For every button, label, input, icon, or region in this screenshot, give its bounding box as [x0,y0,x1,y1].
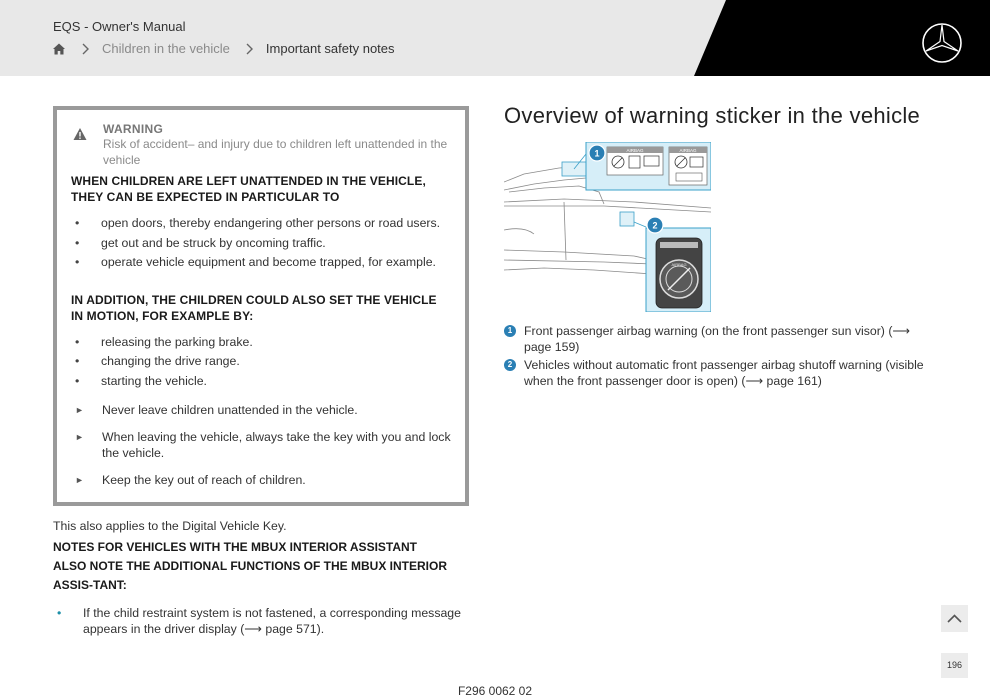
warning-subtitle: Risk of accident– and injury due to children left unattended in the vehicle [103,137,448,167]
warning-sticker-illustration [504,142,711,312]
warning-box [53,106,469,506]
sticker-label-3: AIRBAG [671,262,687,267]
sticker-label-1: AIRBAG [626,148,644,153]
figure-legend [504,323,924,391]
section-title: Overview of warning sticker in the vehicle [504,103,921,128]
arrow-right-icon: ► [75,475,84,485]
legend-number-badge: 2 [504,359,516,371]
action-item [71,472,451,488]
figure-code: F296 0062 02 [457,684,533,698]
breadcrumb-children-in-vehicle[interactable]: Children in the vehicle [102,41,230,56]
callout-1: 1 [594,148,600,159]
legend-item [504,323,924,355]
action-text: Never leave children unattended in the vehicle. [102,403,358,417]
action-list [71,402,451,488]
list-item: • If the child restraint system is not fastened, a corresponding message appears in the driver display (⟶ page 571). [53,605,473,637]
legend-text: Front passenger airbag warning (on the front passenger sun visor) (⟶ page 159) [524,324,911,354]
digital-key-note: This also applies to the Digital Vehicle Key. [53,519,287,533]
warning-header-text [103,122,451,168]
sticker-label-2: AIRBAG [679,148,697,153]
list-item: • releasing the parking brake. [71,333,451,353]
arrow-right-icon: ► [75,405,84,415]
arrow-right-icon: ► [75,432,84,442]
warning-title: WARNING [103,122,164,136]
list-item: • open doors, thereby endangering other persons or road users. [71,214,451,234]
action-text: When leaving the vehicle, always take the key with you and lock the vehicle. [102,430,451,460]
action-item [71,402,451,418]
chevron-right-icon [81,43,89,55]
home-icon[interactable] [52,42,66,56]
header-bar [0,0,990,76]
list-item: • starting the vehicle. [71,372,451,392]
warning-heading-motion: IN ADDITION, THE CHILDREN COULD ALSO SET THE VEHICLE IN MOTION, FOR EXAMPLE BY: [71,292,437,323]
notes-heading: NOTES FOR VEHICLES WITH THE MBUX INTERIOR ASSISTANT [53,540,418,554]
warning-header [71,122,451,168]
chevron-right-icon [245,43,253,55]
app-title: EQS - Owner's Manual [53,19,186,34]
breadcrumb [52,41,395,56]
list-item: • operate vehicle equipment and become trapped, for example. [71,253,451,273]
legend-text: Vehicles without automatic front passenger airbag shutoff warning (visible when the front passenger door is open) (⟶ page 161) [524,358,924,388]
action-item [71,429,451,461]
mbux-notes-section [53,518,473,637]
warning-heading-unattended: WHEN CHILDREN ARE LEFT UNATTENDED IN THE VEHICLE, THEY CAN BE EXPECTED IN PARTICULAR TO [71,174,426,204]
callout-2: 2 [652,220,658,231]
list-item: • changing the drive range. [71,352,451,372]
legend-item [504,357,924,389]
unattended-risk-list [71,214,451,273]
warning-triangle-icon [73,127,87,141]
page-number-button[interactable]: 196 [941,653,968,678]
list-item: • get out and be struck by oncoming traffic. [71,234,451,254]
scroll-to-top-button[interactable] [941,605,968,632]
motion-risk-list [71,333,451,392]
legend-number-badge: 1 [504,325,516,337]
mercedes-star-logo[interactable] [921,22,963,64]
chevron-up-icon [941,605,968,632]
action-text: Keep the key out of reach of children. [102,473,306,487]
breadcrumb-important-safety-notes: Important safety notes [265,41,395,56]
also-note-heading: ALSO NOTE THE ADDITIONAL FUNCTIONS OF THE MBUX INTERIOR ASSIS-TANT: [53,559,447,592]
mbux-tips-list [53,605,473,637]
